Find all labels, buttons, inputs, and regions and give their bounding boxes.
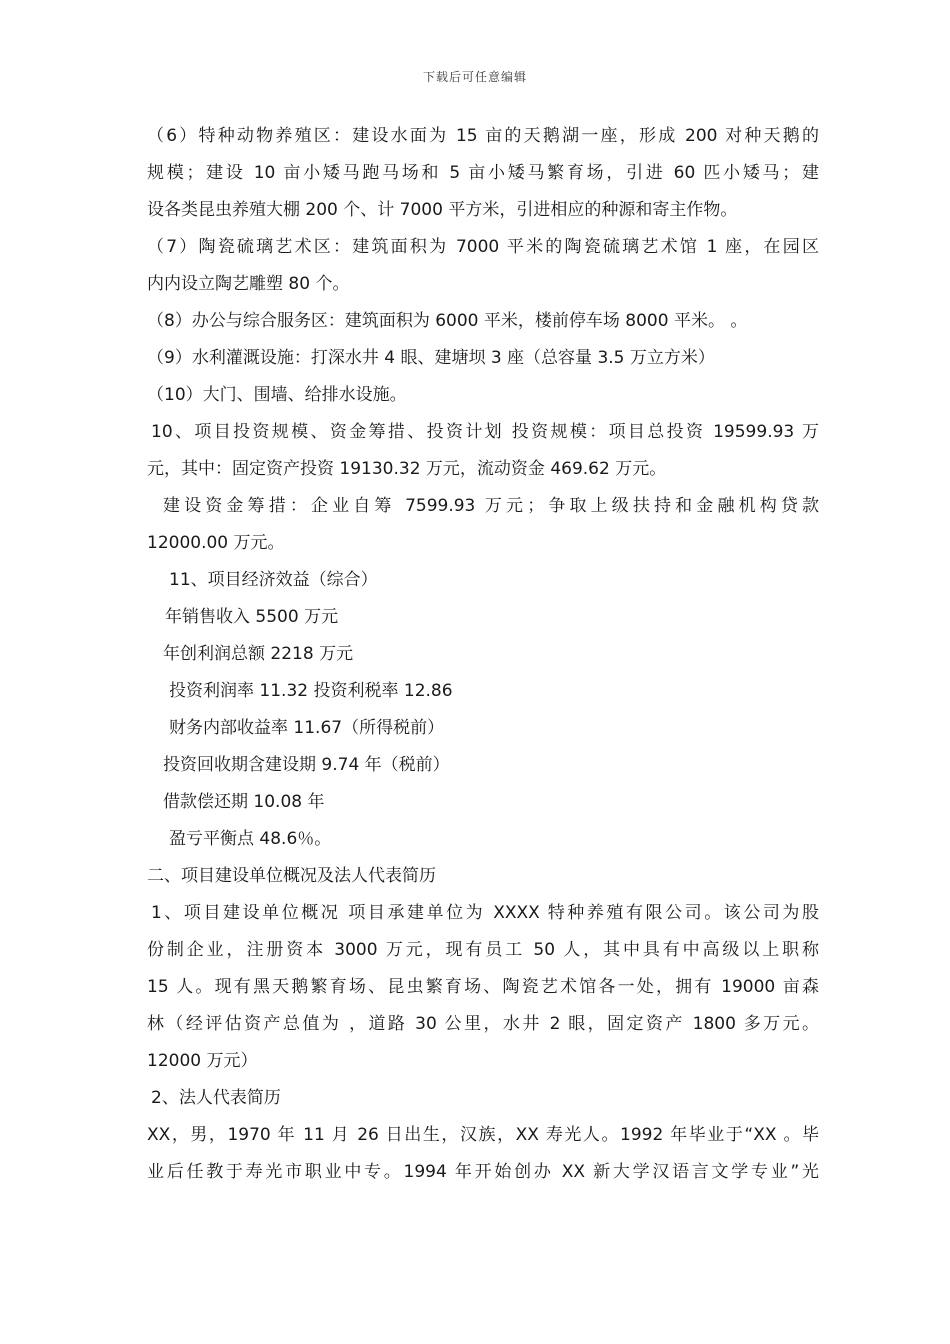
section-heading: 二、项目建设单位概况及法人代表简历 (147, 866, 436, 886)
paragraph-line: （9）水利灌溉设施：打深水井 4 眼、建塘坝 3 座（总容量 3.5 万立方米） (147, 348, 715, 368)
paragraph-line: 设各类昆虫养殖大棚 200 个、计 7000 平方米，引进相应的种源和寄主作物。 (147, 200, 738, 220)
section-heading: 2、法人代表简历 (151, 1088, 281, 1108)
paragraph-line: （10）大门、围墙、给排水设施。 (147, 385, 407, 405)
paragraph-line: 1、项目建设单位概况 项目承建单位为 XXXX 特种养殖有限公司。该公司为股 (151, 903, 819, 923)
paragraph-line: 12000.00 万元。 (147, 533, 285, 553)
paragraph-line: 年创利润总额 2218 万元 (163, 644, 354, 664)
paragraph-line: 份制企业，注册资本 3000 万元，现有员工 50 人，其中具有中高级以上职称 (147, 940, 819, 960)
header-note: 下载后可任意编辑 (422, 70, 527, 84)
paragraph-line: 规模；建设 10 亩小矮马跑马场和 5 亩小矮马繁育场，引进 60 匹小矮马；建 (147, 163, 819, 183)
paragraph-line: （8）办公与综合服务区：建筑面积为 6000 平米，楼前停车场 8000 平米。 。 (147, 311, 748, 331)
paragraph-line: 10、项目投资规模、资金筹措、投资计划 投资规模：项目总投资 19599.93 万 (151, 422, 819, 442)
paragraph-line: XX，男，1970 年 11 月 26 日出生，汉族，XX 寿光人。1992 年毕业于“XX 。毕 (147, 1125, 819, 1145)
paragraph-line: 15 人。现有黑天鹅繁育场、昆虫繁育场、陶瓷艺术馆各一处，拥有 19000 亩森 (147, 977, 819, 997)
paragraph-line: 财务内部收益率 11.67（所得税前） (169, 718, 445, 738)
paragraph-line: 元，其中：固定资产投资 19130.32 万元，流动资金 469.62 万元。 (147, 459, 667, 479)
document-body (147, 118, 819, 1191)
paragraph-line: 业后任教于寿光市职业中专。1994 年开始创办 XX 新大学汉语言文学专业”光 (147, 1162, 819, 1182)
paragraph-line: 年销售收入 5500 万元 (165, 607, 339, 627)
paragraph-line: 内内设立陶艺雕塑 80 个。 (147, 274, 350, 294)
paragraph-line: 12000 万元） (147, 1051, 258, 1071)
paragraph-line: 建设资金筹措：企业自筹 7599.93 万元；争取上级扶持和金融机构贷款 (163, 496, 819, 516)
paragraph-line: （6）特种动物养殖区：建设水面为 15 亩的天鹅湖一座，形成 200 对种天鹅的 (147, 126, 819, 146)
paragraph-line: 投资回收期含建设期 9.74 年（税前） (163, 755, 450, 775)
paragraph-line: 盈亏平衡点 48.6％。 (169, 829, 332, 849)
paragraph-line: （7）陶瓷硫璃艺术区：建筑面积为 7000 平米的陶瓷硫璃艺术馆 1 座，在园区 (147, 237, 819, 257)
section-heading: 11、项目经济效益（综合） (169, 570, 378, 590)
paragraph-line: 借款偿还期 10.08 年 (163, 792, 325, 812)
paragraph-line: 林（经评估资产总值为 ，道路 30 公里，水井 2 眼，固定资产 1800 多万元。 (147, 1014, 819, 1034)
paragraph-line: 投资利润率 11.32 投资利税率 12.86 (169, 681, 453, 701)
